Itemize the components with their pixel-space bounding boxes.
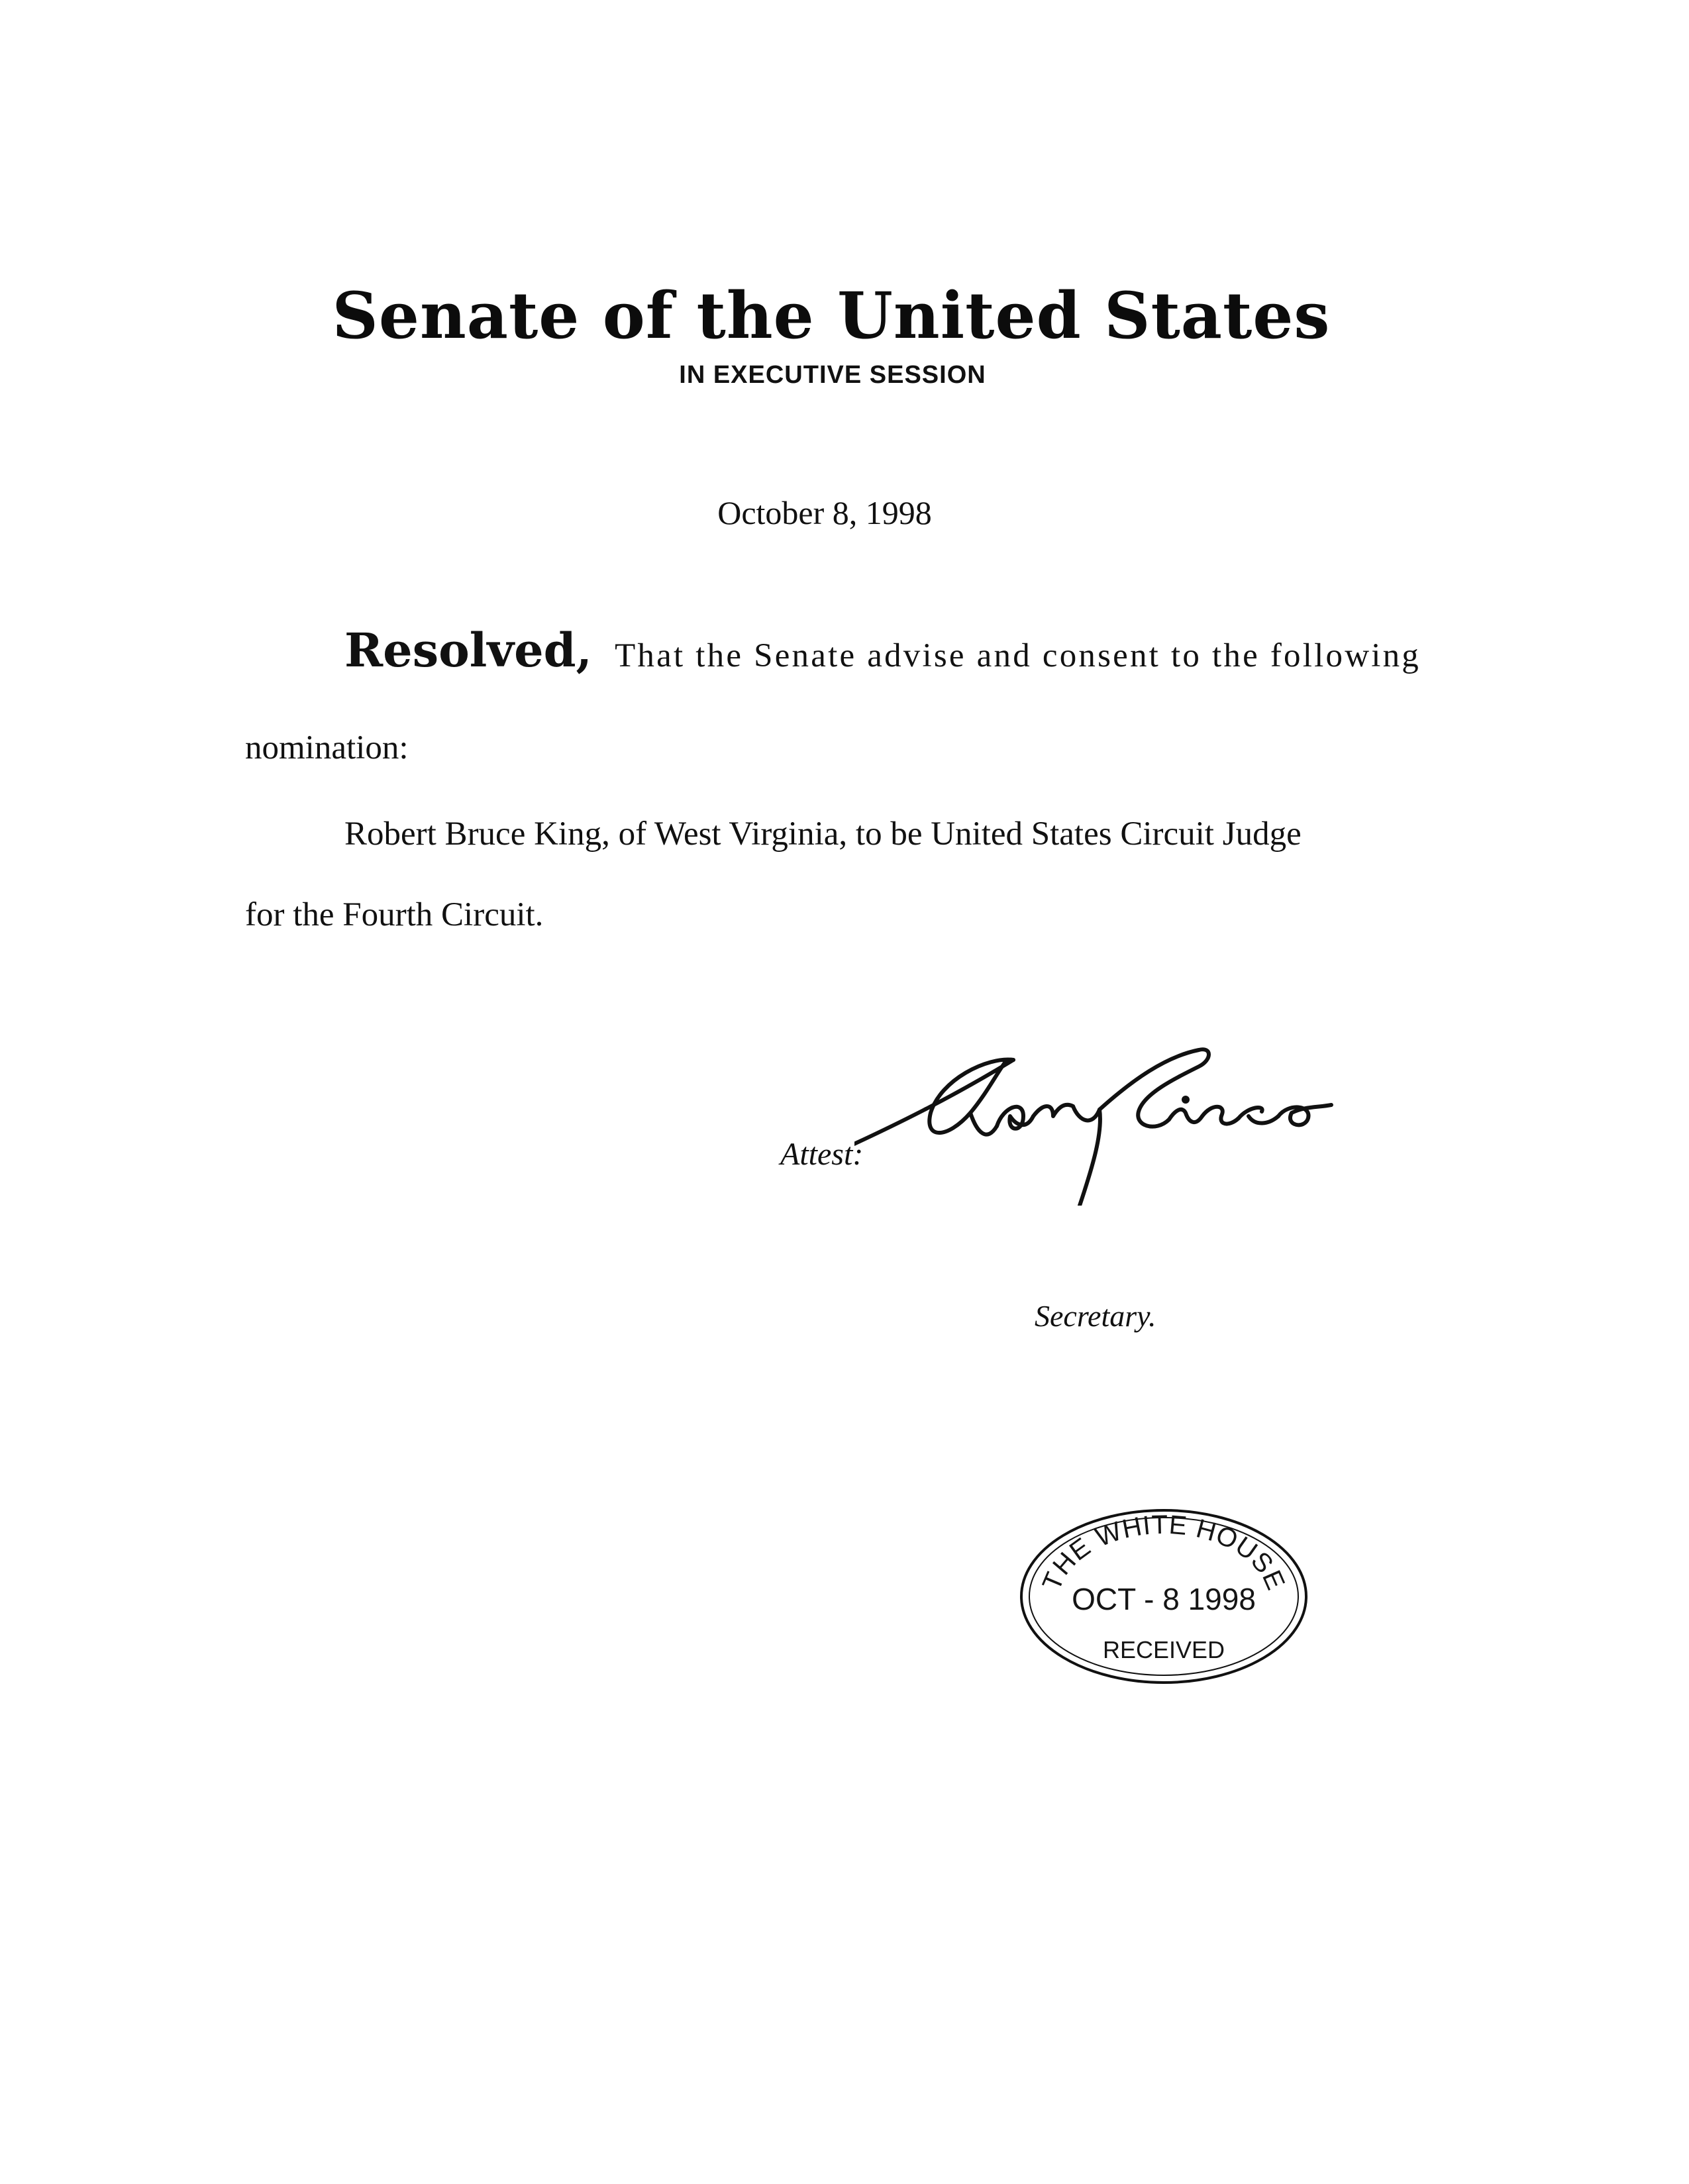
resolution-continuation: nomination: xyxy=(245,729,409,766)
resolution-line xyxy=(344,623,1421,678)
senate-title: Senate of the United States xyxy=(332,278,1331,353)
stamp-top-arc: THE WHITE HOUSE xyxy=(1037,1510,1291,1595)
document-date: October 8, 1998 xyxy=(717,494,932,531)
attest-label: Attest: xyxy=(780,1137,864,1172)
stamp-date: OCT - 8 1998 xyxy=(1072,1582,1256,1616)
session-subtitle: IN EXECUTIVE SESSION xyxy=(679,361,986,389)
resolution-text: That the Senate advise and consent to the following xyxy=(615,637,1421,674)
nominee-continuation: for the Fourth Circuit. xyxy=(245,896,544,933)
resolved-word: Resolved, xyxy=(344,623,592,678)
stamp-bottom-arc: RECEIVED xyxy=(1102,1636,1225,1663)
nominee-line: Robert Bruce King, of West Virginia, to be United States Circuit Judge xyxy=(344,815,1302,853)
white-house-received-stamp xyxy=(1015,1504,1313,1689)
secretary-signature xyxy=(854,1033,1451,1206)
secretary-label: Secretary. xyxy=(1035,1299,1156,1333)
